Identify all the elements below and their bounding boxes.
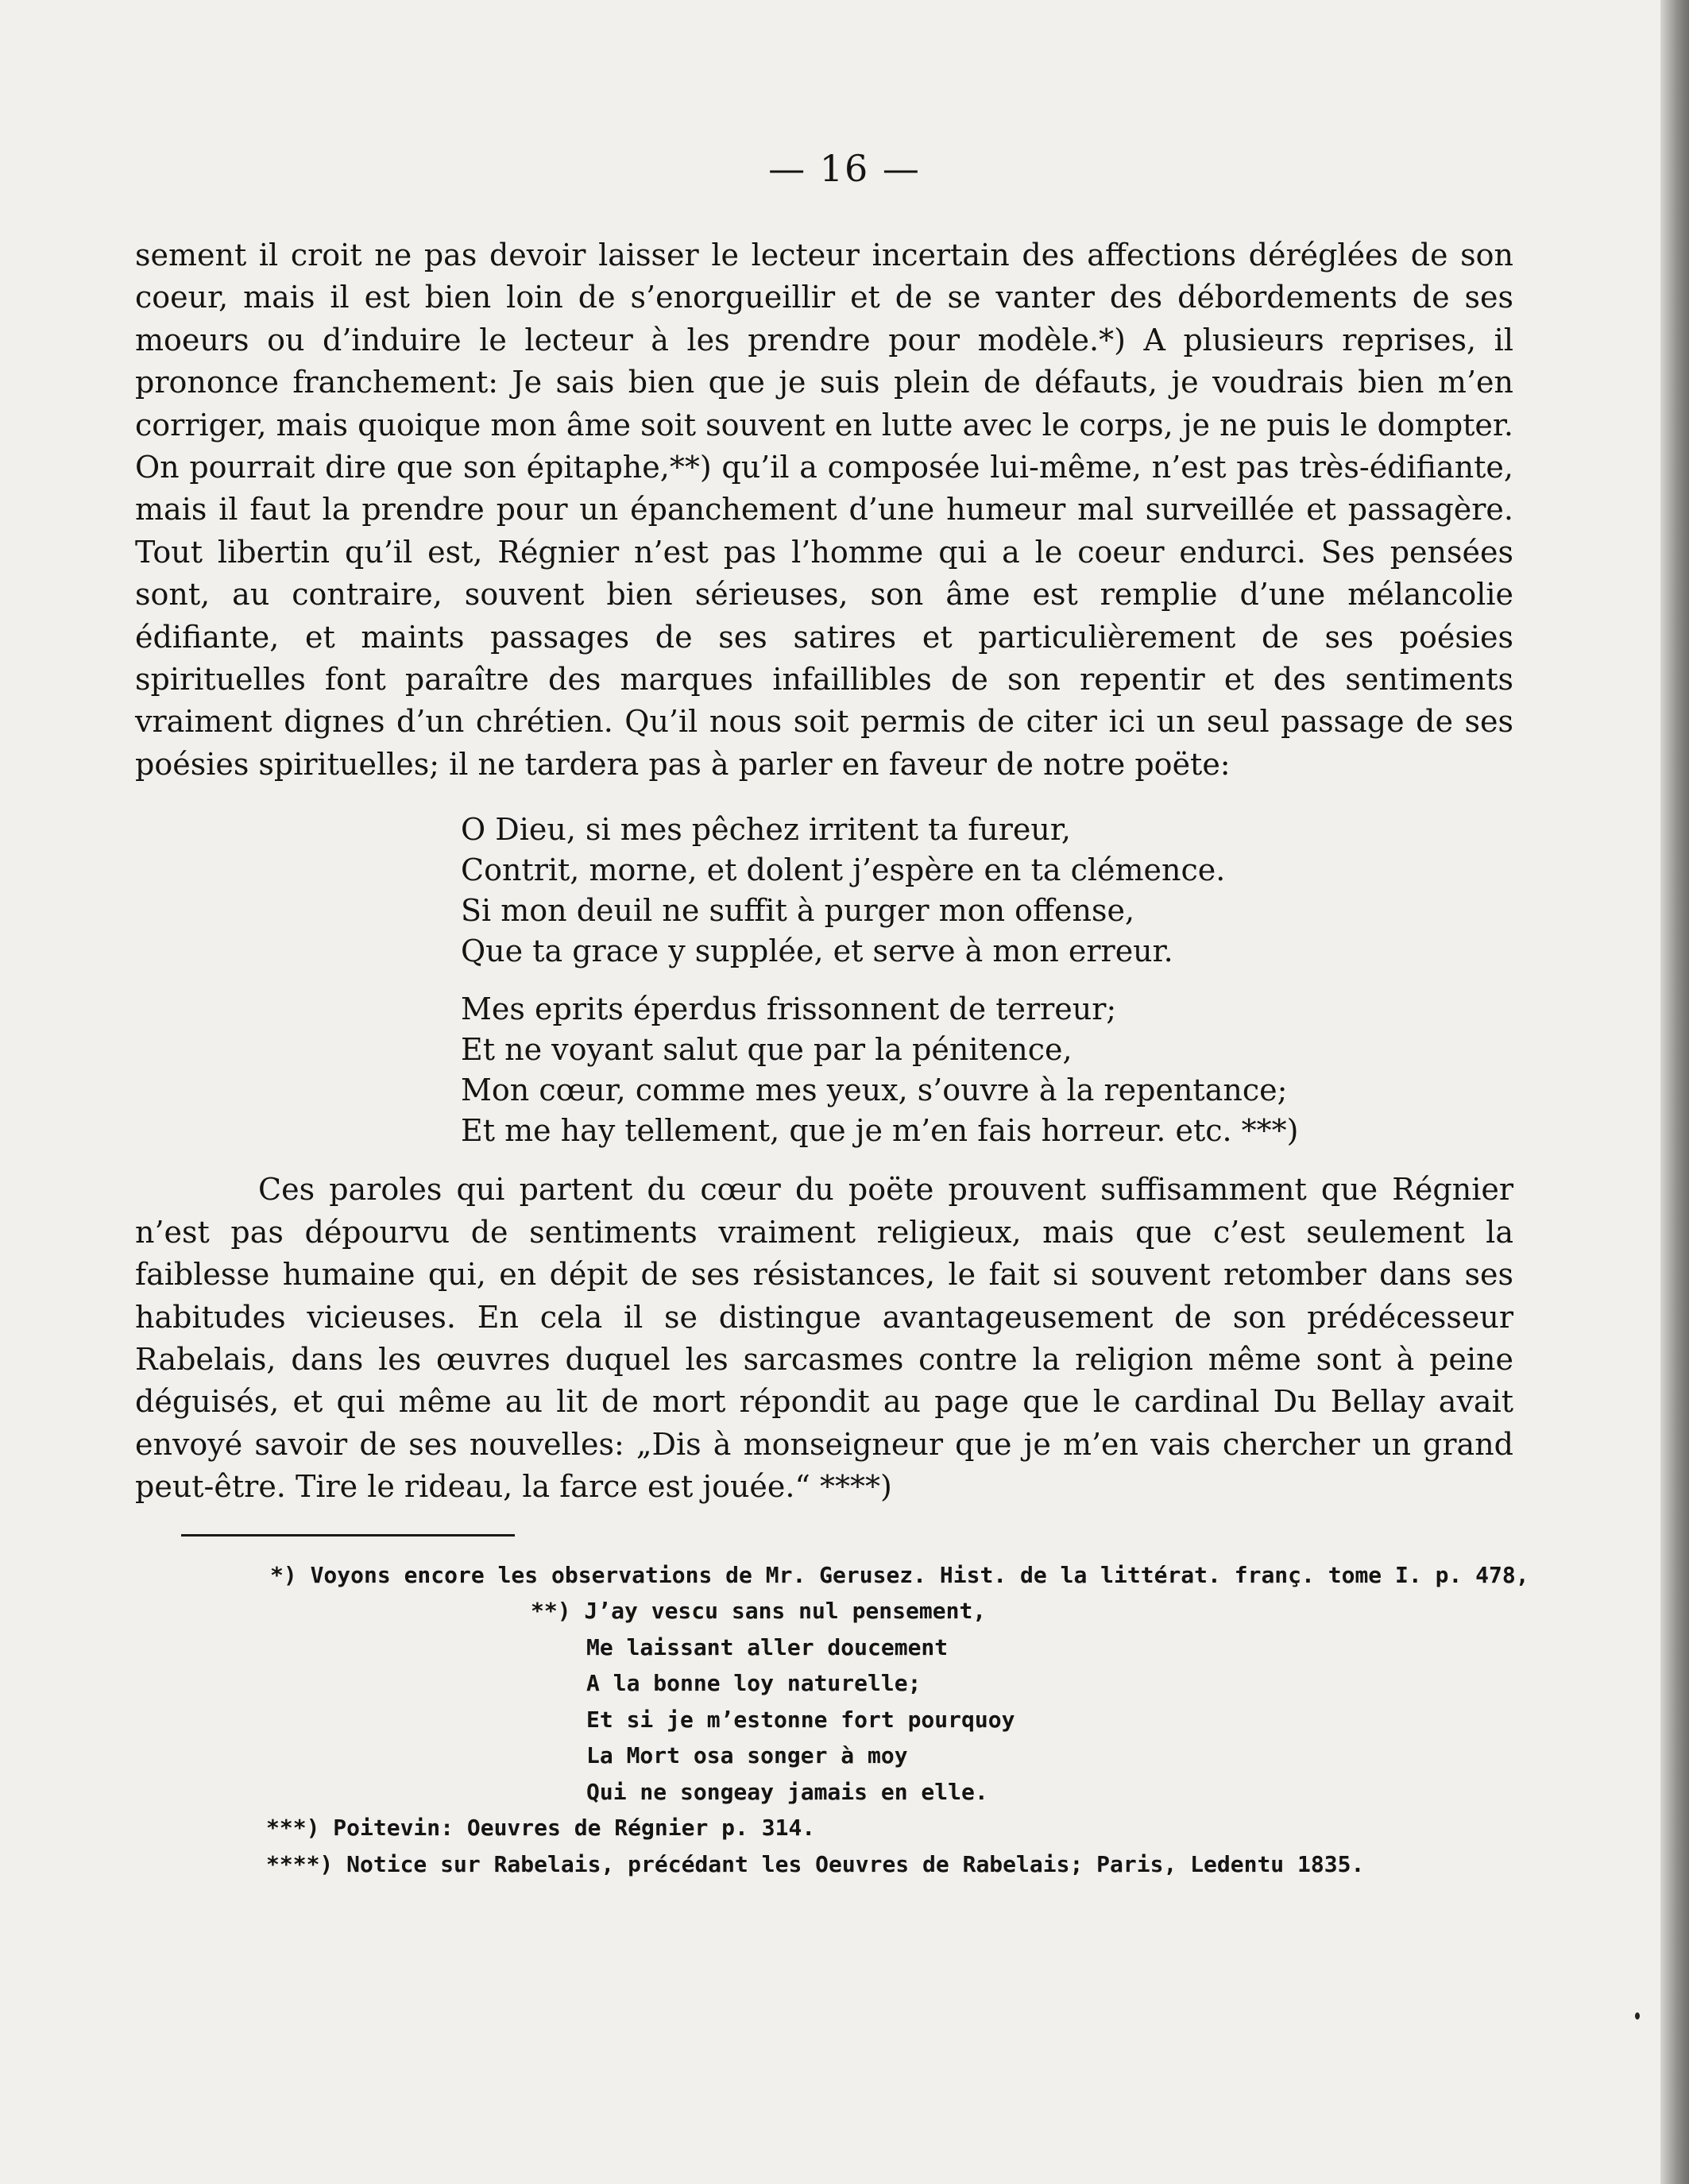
verse-quotation: [461, 810, 1513, 1151]
footnote-2-line: **) J’ay vescu sans nul pensement,: [531, 1598, 987, 1625]
page-body: [135, 234, 1529, 1882]
verse-line: Si mon deuil ne suffit à purger mon offense,: [461, 893, 1135, 929]
verse-line: Et me hay tellement, que je m’en fais horreur. etc. ***): [461, 1113, 1299, 1149]
footnote-2-line: Et si je m’estonne fort pourquoy: [586, 1706, 1015, 1733]
verse-stanza-1: [461, 810, 1513, 972]
verse-line: Et ne voyant salut que par la pénitence,: [461, 1032, 1073, 1068]
page-number: — 16 —: [768, 147, 921, 190]
footnote-4: ****) Notice sur Rabelais, précédant les Oeuvres de Rabelais; Paris, Ledentu 1835.: [266, 1850, 1365, 1877]
verse-line: Mes eprits éperdus frissonnent de terreur;: [461, 991, 1117, 1027]
verse-line: O Dieu, si mes pêchez irritent ta fureur,: [461, 812, 1071, 848]
verse-line: Contrit, morne, et dolent j’espère en ta clémence.: [461, 852, 1226, 888]
verse-line: Que ta grace y supplée, et serve à mon erreur.: [461, 934, 1173, 969]
footnote-2-line: Qui ne songeay jamais en elle.: [586, 1778, 988, 1805]
paragraph-1: sement il croit ne pas devoir laisser le lecteur incertain des affections déréglées de son coeur, mais il est bien loin de s’enorgueillir et de se vanter des débordements de ses moeurs ou d’induire le lecteur à les prendre pour modèle.*) A plusieurs reprises, il prononce franchement: Je sais bien que je suis plein de défauts, je voudrais bien m’en corriger, mais quoique mon âme soit souvent en lutte avec le corps, je ne puis le dompter. On pourrait dire que son épitaphe,**) qu’il a composée lui-même, n’est pas très-édifiante, mais il faut la prendre pour un épanchement d’une humeur mal surveillée et passagère. Tout libertin qu’il est, Régnier n’est pas l’homme qui a le coeur endurci. Ses pensées sont, au contraire, souvent bien sérieuses, son âme est remplie d’une mélancolie édifiante, et maints passages de ses satires et particulièrement de ses poésies spirituelles font paraître des marques infaillibles de son repentir et des sentiments vraiment dignes d’un chrétien. Qu’il nous soit permis de citer ici un seul passage de ses poésies spirituelles; il ne tardera pas à parler en faveur de notre poëte:: [135, 238, 1513, 782]
footnote-2-line: A la bonne loy naturelle;: [586, 1670, 922, 1697]
footnote-2-line: Me laissant aller doucement: [586, 1633, 949, 1660]
footnotes: [135, 1557, 1529, 1883]
footnote-1: *) Voyons encore les observations de Mr. Gerusez. Hist. de la littérat. franç. tome I. p. 478,: [270, 1561, 1529, 1588]
page-edge-shadow: [1660, 0, 1689, 2184]
verse-stanza-2: [461, 989, 1513, 1151]
footnote-divider: [181, 1534, 515, 1537]
footnote-3: ***) Poitevin: Oeuvres de Régnier p. 314.: [266, 1815, 816, 1842]
paragraph-2: Ces paroles qui partent du cœur du poëte prouvent suffisamment que Régnier n’est pas dépourvu de sentiments vraiment religieux, mais que c’est seulement la faiblesse humaine qui, en dépit de ses résistances, le fait si souvent retomber dans ses habitudes vicieuses. En cela il se distingue avantageusement de son prédécesseur Rabelais, dans les œuvres duquel les sarcasmes contre la religion même sont à peine déguisés, et qui même au lit de mort répondit au page que le cardinal Du Bellay avait envoyé savoir de ses nouvelles: „Dis à monseigneur que je m’en vais chercher un grand peut-être. Tire le rideau, la farce est jouée.“ ****): [135, 1172, 1513, 1505]
footnote-2-line: La Mort osa songer à moy: [586, 1742, 908, 1769]
ink-speck: [1635, 2012, 1640, 2020]
verse-line: Mon cœur, comme mes yeux, s’ouvre à la repentance;: [461, 1073, 1288, 1108]
